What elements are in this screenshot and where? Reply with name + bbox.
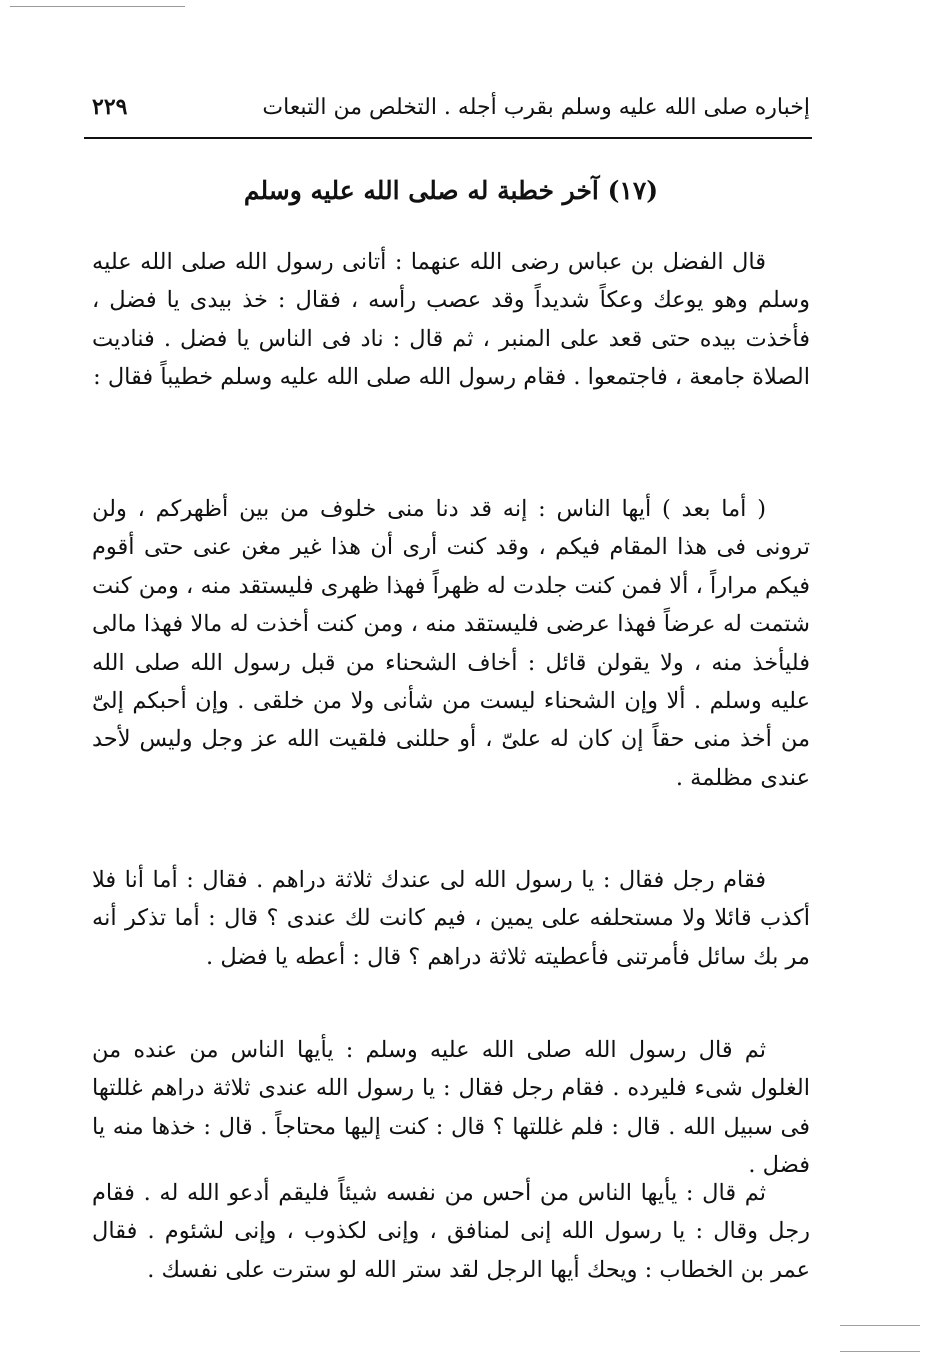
scan-edge-mark-bottom	[840, 1325, 920, 1326]
paragraph-confession	[92, 1174, 810, 1289]
paragraph-text: قال الفضل بن عباس رضى الله عنهما : أتانى رسول الله صلى الله عليه وسلم وهو يوعك وعكاً شديداً وقد عصب رأسه ، فقال : خذ بيدى يا فضل ، فأخذت بيده حتى قعد على المنبر ، ثم قال : ناد فى الناس يا فضل . فناديت الصلاة جامعة ، فاجتمعوا . فقام رسول الله صلى الله عليه وسلم خطيباً فقال :	[92, 249, 810, 391]
page-header	[92, 86, 810, 128]
paragraph-text: فقام رجل فقال : يا رسول الله لى عندك ثلاثة دراهم . فقال : أما أنا فلا أكذب قائلا ولا مستحلفه على يمين ، فيم كانت لك عندى ؟ قال : أما تذكر أنه مر بك سائل فأمرتنى فأعطيته ثلاثة دراهم ؟ قال : أعطه يا فضل .	[92, 867, 810, 970]
paragraph-ghulul	[92, 1031, 810, 1185]
scan-edge-mark-top	[10, 6, 185, 7]
page-number: ٢٢٩	[92, 94, 128, 120]
paragraph-intro	[92, 243, 810, 397]
running-head: إخباره صلى الله عليه وسلم بقرب أجله . التخلص من التبعات	[262, 94, 810, 120]
section-title: (١٧) آخر خطبة له صلى الله عليه وسلم	[243, 176, 659, 205]
paragraph-text: ( أما بعد ) أيها الناس : إنه قد دنا منى خلوف من بين أظهركم ، ولن ترونى فى هذا المقام فيكم ، وقد كنت أرى أن هذا غير مغن عنى حتى أقوم فيكم مراراً ، ألا فمن كنت جلدت له ظهراً فهذا ظهرى فليستقد منه ، ومن كنت شتمت له عرضاً فهذا عرضى فليستقد منه ، ومن كنت أخذت له مالا فهذا مالى فليأخذ منه ، ولا يقولن قائل : أخاف الشحناء من قبل رسول الله صلى الله عليه وسلم . ألا وإن الشحناء ليست من شأنى ولا من خلقى . وإن أحبكم إلىّ من أخذ منى حقاً إن كان له علىّ ، أو حللنى فلقيت الله عز وجل وليس لأحد عندى مظلمة .	[92, 496, 810, 791]
paragraph-text: ثم قال رسول الله صلى الله عليه وسلم : يأيها الناس من عنده من الغلول شىء فليرده . فقام رجل فقال : يا رسول الله عندى ثلاثة دراهم غللتها فى سبيل الله . قال : فلم غللتها ؟ قال : كنت إليها محتاجاً . قال : خذها منه يا فضل .	[92, 1037, 810, 1179]
scan-edge-mark-bottom	[840, 1351, 920, 1352]
paragraph-sermon	[92, 490, 810, 797]
paragraph-text: ثم قال : يأيها الناس من أحس من نفسه شيئاً فليقم أدعو الله له . فقام رجل وقال : يا رسول الله إنى لمنافق ، وإنى لكذوب ، وإنى لشئوم . فقال عمر بن الخطاب : ويحك أيها الرجل لقد ستر الله لو سترت على نفسك .	[92, 1180, 810, 1283]
paragraph-three-dirhams	[92, 861, 810, 976]
header-rule	[84, 137, 812, 139]
